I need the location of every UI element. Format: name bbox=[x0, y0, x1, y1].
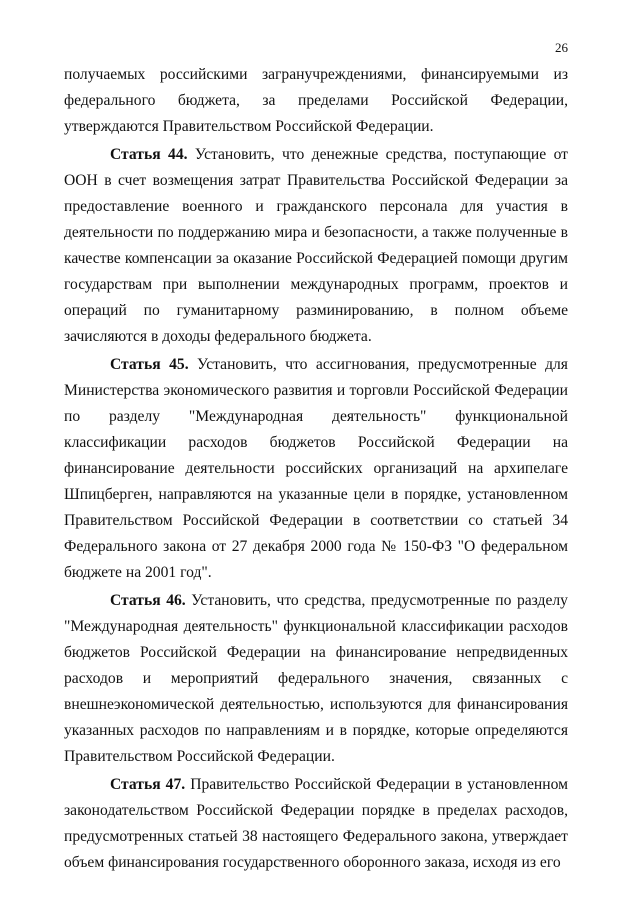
article-text: Установить, что денежные средства, поступающие от ООН в счет возмещения затрат Правительства Российской Федерации за предоставление военного и гражданского персонала для участия в деятельности по поддержанию мира и безопасности, а также полученные в качестве компенсации за оказание Российской Федерацией помощи другим государствам при выполнении международных программ, проектов и операций по гуманитарному разминированию, в полном объеме зачисляются в доходы федерального бюджета. bbox=[64, 146, 568, 345]
article-heading: Статья 47. bbox=[110, 776, 186, 793]
article-47 bbox=[64, 772, 568, 876]
paragraph-text: получаемых российскими загранучреждениями, финансируемыми из федерального бюджета, за пределами Российской Федерации, утверждаются Правительством Российской Федерации. bbox=[64, 66, 568, 135]
article-heading: Статья 45. bbox=[110, 356, 189, 373]
article-text: Установить, что ассигнования, предусмотренные для Министерства экономического развития и торговли Российской Федерации по разделу "Международная деятельность" функциональной классификации расходов бюджетов Российской Федерации на финансирование деятельности российских организаций на архипелаге Шпицберген, направляются на указанные цели в порядке, установленном Правительством Российской Федерации в соответствии со статьей 34 Федерального закона от 27 декабря 2000 года № 150-ФЗ "О федеральном бюджете на 2001 год". bbox=[64, 356, 568, 581]
document-body bbox=[64, 62, 568, 876]
article-heading: Статья 46. bbox=[110, 592, 186, 609]
article-text: Установить, что средства, предусмотренные по разделу "Международная деятельность" функциональной классификации расходов бюджетов Российской Федерации на финансирование непредвиденных расходов и мероприятий федерального значения, связанных с внешнеэкономической деятельностью, используются для финансирования указанных расходов по направлениям и в порядке, которые определяются Правительством Российской Федерации. bbox=[64, 592, 568, 765]
page-number: 26 bbox=[555, 40, 568, 55]
article-45 bbox=[64, 352, 568, 586]
paragraph-continuation bbox=[64, 62, 568, 140]
article-44 bbox=[64, 142, 568, 350]
article-46 bbox=[64, 588, 568, 770]
article-heading: Статья 44. bbox=[110, 146, 188, 163]
article-text: Правительство Российской Федерации в установленном законодательством Российской Федерации порядке в пределах расходов, предусмотренных статьей 38 настоящего Федерального закона, утверждает объем финансирования государственного оборонного заказа, исходя из его bbox=[64, 776, 568, 871]
